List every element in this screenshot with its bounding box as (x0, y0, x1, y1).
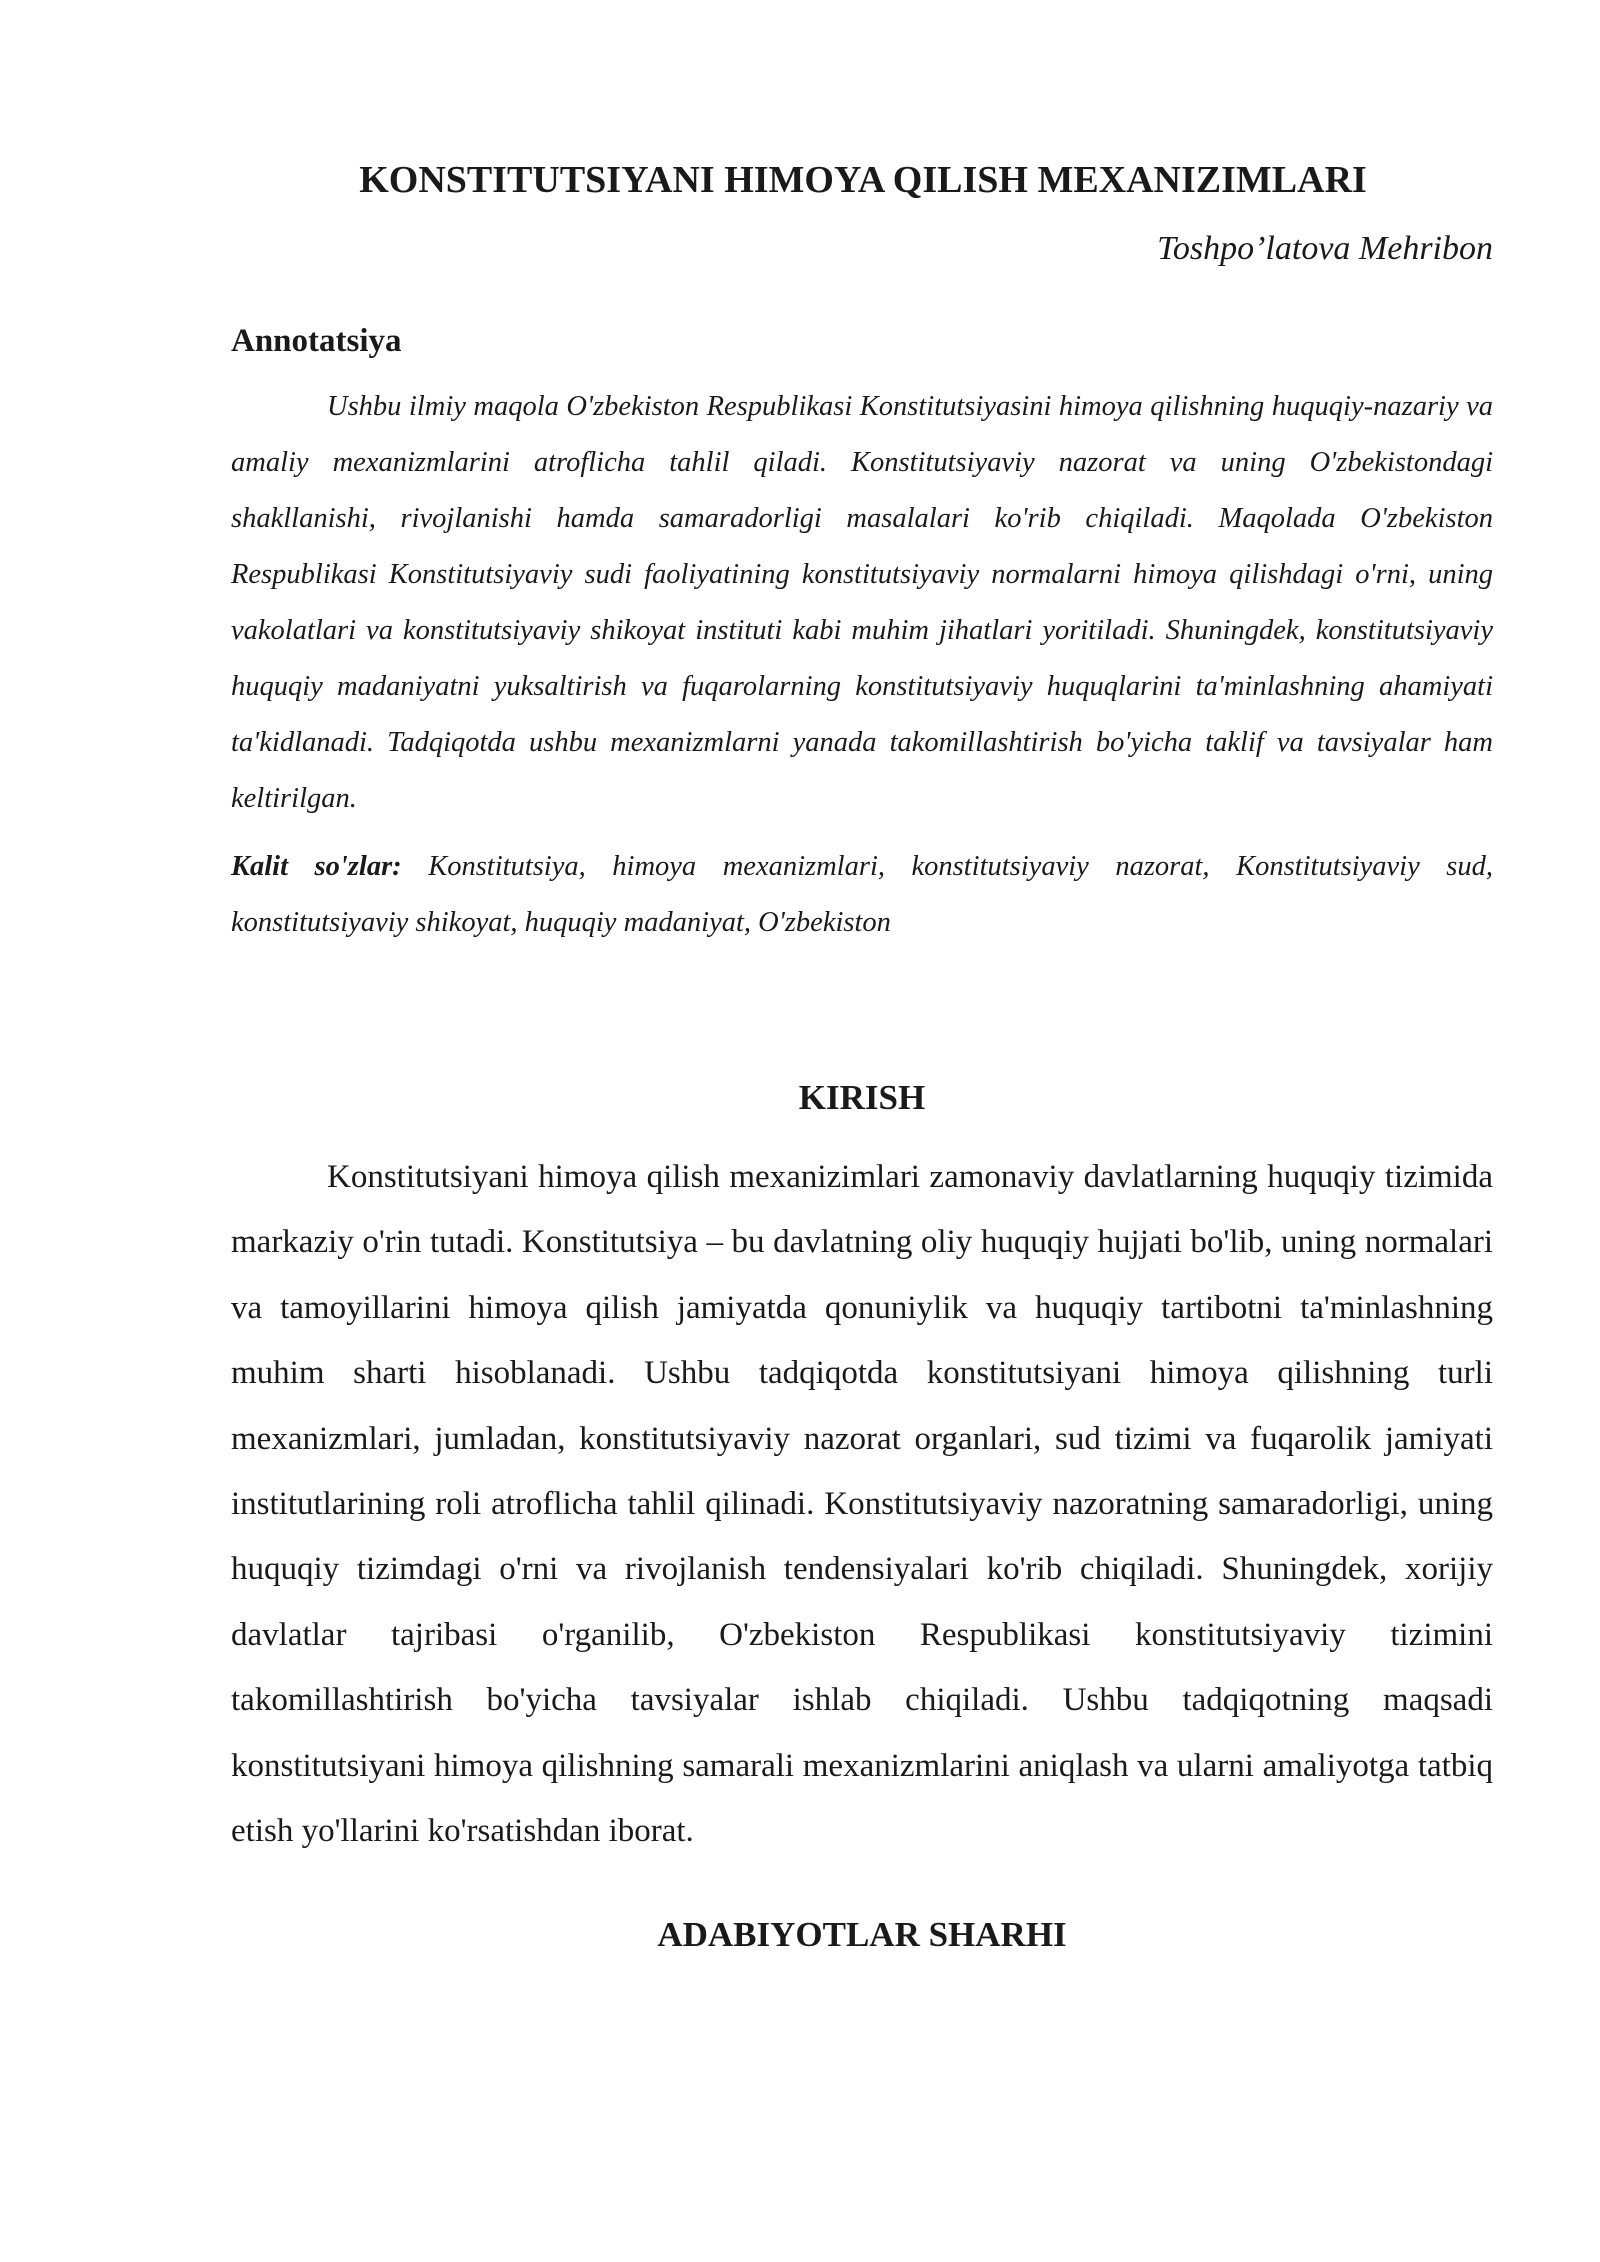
annotation-text: Ushbu ilmiy maqola O'zbekiston Respublikasi Konstitutsiyasini himoya qilishning huquqiy-nazariy va amaliy mexanizmlarini atroflicha tahlil qiladi. Konstitutsiyaviy nazorat va uning O'zbekistondagi shakllanishi, rivojlanishi hamda samaradorligi masalalari ko'rib chiqiladi. Maqolada O'zbekiston Respublikasi Konstitutsiyaviy sudi faoliyatining konstitutsiyaviy normalarni himoya qilishdagi o'rni, uning vakolatlari va konstitutsiyaviy shikoyat instituti kabi muhim jihatlari yoritiladi. Shuningdek, konstitutsiyaviy huquqiy madaniyatni yuksaltirish va fuqarolarning konstitutsiyaviy huquqlarini ta'minlashning ahamiyati ta'kidlanadi. Tadqiqotda ushbu mexanizmlarni yanada takomillashtirish bo'yicha taklif va tavsiyalar ham keltirilgan. (231, 391, 1493, 814)
keywords (231, 839, 1493, 951)
annotation-heading: Annotatsiya (231, 323, 402, 359)
document-page (231, 155, 1493, 1958)
literature-review-heading: ADABIYOTLAR SHARHI (657, 1915, 1067, 1955)
keywords-text: Konstitutsiya, himoya mexanizmlari, konstitutsiyaviy nazorat, Konstitutsiyaviy sud, konstitutsiyaviy shikoyat, huquqiy madaniyat, O'zbekiston (231, 851, 1493, 938)
author-name: Toshpo’latova Mehribon (1157, 230, 1493, 267)
paper-title: KONSTITUTSIYANI HIMOYA QILISH MEXANIZIMLARI (359, 159, 1367, 201)
introduction-heading: KIRISH (798, 1078, 926, 1117)
introduction-text: Konstitutsiyani himoya qilish mexanizimlari zamonaviy davlatlarning huquqiy tizimida markaziy o'rin tutadi. Konstitutsiya – bu davlatning oliy huquqiy hujjati bo'lib, uning normalari va tamoyillarini himoya qilish jamiyatda qonuniylik va huquqiy tartibotni ta'minlashning muhim sharti hisoblanadi. Ushbu tadqiqotda konstitutsiyani himoya qilishning turli mexanizmlari, jumladan, konstitutsiyaviy nazorat organlari, sud tizimi va fuqarolik jamiyati institutlarining roli atroflicha tahlil qilinadi. Konstitutsiyaviy nazoratning samaradorligi, uning huquqiy tizimdagi o'rni va rivojlanish tendensiyalari ko'rib chiqiladi. Shuningdek, xorijiy davlatlar tajribasi o'rganilib, O'zbekiston Respublikasi konstitutsiyaviy tizimini takomillashtirish bo'yicha tavsiyalar ishlab chiqiladi. Ushbu tadqiqotning maqsadi konstitutsiyani himoya qilishning samarali mexanizmlarini aniqlash va ularni amaliyotga tatbiq etish yo'llarini ko'rsatishdan iborat. (231, 1159, 1493, 1850)
keywords-label: Kalit so'zlar: (231, 851, 402, 882)
